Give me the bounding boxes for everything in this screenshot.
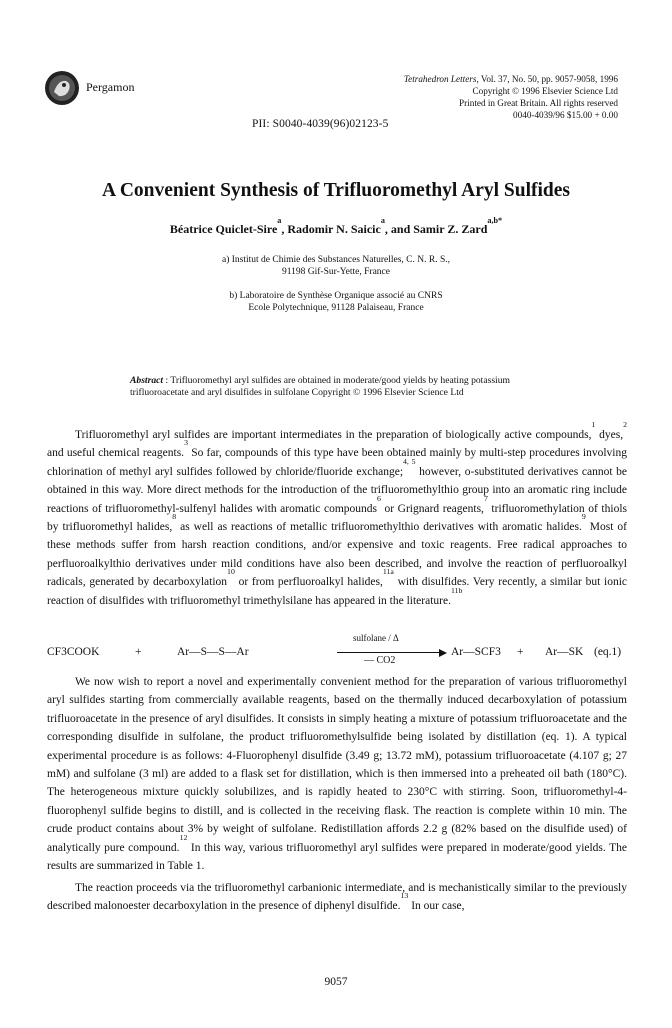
reference-mark: 12 bbox=[179, 832, 188, 842]
reference-mark: 4, 5 bbox=[403, 456, 416, 466]
author-1-affil: a bbox=[277, 216, 282, 225]
text-run: as well as reactions of metallic trifluoromethylthio derivatives with aromatic halides. bbox=[176, 521, 582, 534]
text-run: trifluoromethylation of thiols by trifluoromethyl halides, bbox=[47, 502, 627, 534]
author-2: , Radomir N. Saicic bbox=[281, 222, 381, 236]
affiliation-a-line2: 91198 Gif-Sur-Yette, France bbox=[282, 267, 390, 277]
author-3-affil: a,b* bbox=[487, 216, 503, 225]
author-3: , and Samir Z. Zard bbox=[384, 222, 488, 236]
author-1: Béatrice Quiclet-Sire bbox=[169, 222, 278, 236]
reaction-arrow bbox=[337, 652, 443, 653]
affiliation-a-line1: a) Institut de Chimie des Substances Naturelles, C. N. R. S., bbox=[222, 255, 450, 265]
eq-plus-2: + bbox=[517, 646, 524, 658]
reference-mark: 11b bbox=[450, 585, 463, 595]
abstract-text: : Trifluoromethyl aryl sulfides are obtained in moderate/good yields by heating potassium trifluoroacetate and aryl disulfides in sulfolane Copyright © 1996 Elsevier Science Ltd bbox=[130, 375, 510, 398]
text-run: So far, compounds of this type have been obtained mainly by multi-step procedures involving chlorination of methyl aryl sulfides followed by chloride/fluoride exchange; bbox=[47, 447, 627, 478]
text-run: In our case, bbox=[408, 900, 465, 913]
printed-line: Printed in Great Britain. All rights reserved bbox=[459, 98, 618, 108]
eq-label: (eq.1) bbox=[594, 646, 622, 658]
text-run: Trifluoromethyl aryl sulfides are important intermediates in the preparation of biologically active compounds, bbox=[75, 429, 592, 441]
page-number: 9057 bbox=[324, 976, 348, 988]
journal-info bbox=[404, 73, 618, 121]
affiliation-b-line1: b) Laboratoire de Synthèse Organique associé au CNRS bbox=[229, 291, 443, 301]
eq-product-2: Ar—SK bbox=[545, 646, 584, 658]
text-run: In this way, various trifluoromethyl aryl sulfides were prepared in moderate/good yields. The results are summarized in Table 1. bbox=[47, 841, 627, 873]
paper-title: A Convenient Synthesis of Trifluoromethyl Aryl Sulfides bbox=[101, 180, 571, 201]
publisher-name: Pergamon bbox=[86, 80, 135, 94]
text-run: with disulfides. Very recently, a similar but ionic reaction of disulfides with trifluoromethyl trimethylsilane has appeared in the literature. bbox=[47, 576, 627, 607]
reaction-arrowhead bbox=[439, 649, 447, 657]
text-run: The reaction proceeds via the trifluoromethyl carbanionic intermediate, and is mechanistically similar to the previously described malonoester decarboxylation in the presence of diphenyl disulfide. bbox=[47, 882, 627, 913]
abstract-label: Abstract bbox=[130, 375, 164, 386]
reference-mark: 3 bbox=[184, 438, 188, 448]
affiliation-b bbox=[0, 290, 672, 314]
paragraph-1 bbox=[47, 420, 627, 610]
paragraph-3 bbox=[47, 879, 627, 916]
reference-mark: 1 bbox=[591, 420, 596, 429]
journal-ref: , Vol. 37, No. 50, pp. 9057-9058, 1996 bbox=[476, 74, 618, 84]
paragraph-2 bbox=[47, 673, 627, 875]
pergamon-logo bbox=[44, 70, 80, 106]
eq-reagent: CF3COOK bbox=[47, 646, 100, 658]
author-list bbox=[0, 216, 672, 237]
journal-citation bbox=[404, 73, 618, 85]
eq-product-1: Ar—SCF3 bbox=[451, 646, 501, 658]
reference-mark: 10 bbox=[227, 567, 235, 577]
reference-mark: 8 bbox=[172, 512, 177, 522]
abstract bbox=[130, 375, 550, 399]
eq-condition-above: sulfolane / Δ bbox=[353, 633, 399, 643]
text-run: Most of these methods suffer from harsh reaction conditions, and/or expensive and toxic reagents. Free radical approaches to perfluoroalkylthio derivatives under mild conditions have also been described, and involve the reaction of perfluoroalkyl radicals, generated by decarboxylation bbox=[47, 521, 627, 589]
pii: PII: S0040-4039(96)02123-5 bbox=[252, 118, 389, 130]
text-run: dyes, bbox=[595, 429, 624, 441]
reference-mark: 7 bbox=[483, 493, 488, 503]
reference-mark: 9 bbox=[581, 512, 586, 522]
text-run: or from perfluoroalkyl halides, bbox=[234, 576, 383, 589]
affiliation-b-line2: Ecole Polytechnique, 91128 Palaiseau, France bbox=[248, 303, 424, 313]
reaction-equation bbox=[47, 633, 627, 669]
price-line: 0040-4039/96 $15.00 + 0.00 bbox=[513, 110, 618, 120]
text-run: We now wish to report a novel and experimentally convenient method for the preparation of various trifluoromethyl aryl sulfides starting from commercially available reagents, based on the thermally induced decarboxylation of potassium trifluoroacetate in the presence of aryl disulfides. It consists in simply heating a mixture of potassium trifluoroacetate and the corresponding disulfide in sulfolane, the product trifluoromethylsulfide being isolated by distillation (eq. 1). A typical experimental procedure is as follows: 4-Fluorophenyl disulfide (3.49 g; 13.72 mM), potassium trifluoroacetate (4.107 g; 27 mM) and sulfolane (3 ml) are added to a flask set for distillation, which is then immersed into a preheated oil bath (180°C). The heterogeneous mixture quickly solubilizes, and is rapidly heated to 230°C with stirring. Soon, trifluoromethyl-4-fluorophenyl sulfide begins to distill, and is collected in the receiving flask. The reaction is complete within 10 min. The crude product contains about 3% by weight of sulfolane. Redistillation affords 2.2 g (82% based on the disulfide used) of analytically pure compound. bbox=[47, 676, 627, 854]
reference-mark: 11a bbox=[382, 567, 394, 577]
journal-name: Tetrahedron Letters bbox=[403, 74, 477, 84]
eq-plus-1: + bbox=[135, 646, 142, 658]
reference-mark: 6 bbox=[377, 493, 381, 503]
author-2-affil: a bbox=[380, 216, 385, 225]
copyright-line: Copyright © 1996 Elsevier Science Ltd bbox=[472, 86, 618, 96]
reference-mark: 2 bbox=[623, 420, 627, 429]
reference-mark: 13 bbox=[400, 891, 409, 901]
text-run: and useful chemical reagents. bbox=[47, 447, 185, 460]
eq-disulfide: Ar—S—S—Ar bbox=[177, 646, 249, 658]
text-run: or Grignard reagents, bbox=[380, 502, 484, 515]
eq-condition-below: — CO2 bbox=[364, 655, 396, 666]
affiliation-a bbox=[0, 254, 672, 278]
text-run: however, o-substituted derivatives cannot be obtained in this way. More direct methods for the introduction of the trifluoromethylthio group into an aromatic ring include reactions of trifluoromethyl-sulfenyl halides with aromatic compounds bbox=[47, 465, 627, 515]
